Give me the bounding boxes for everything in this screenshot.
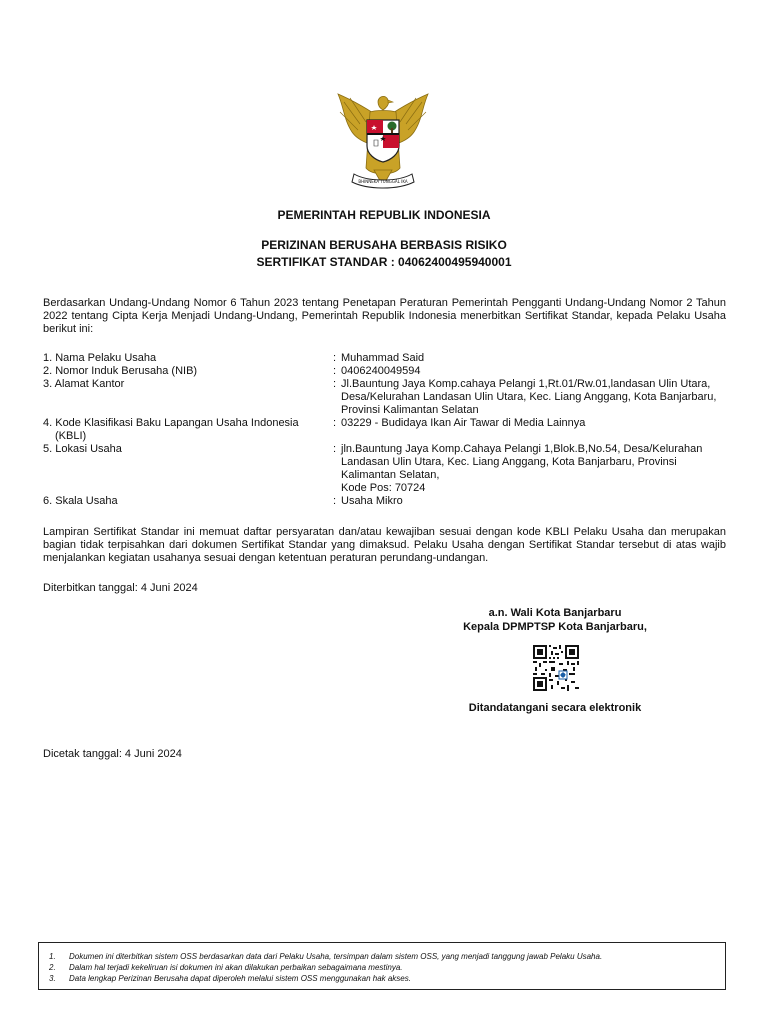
electronic-signature-note: Ditandatangani secara elektronik (468, 702, 642, 714)
field-kbli: 4. Kode Klasifikasi Baku Lapangan Usaha Indonesia (KBLI) : 03229 - Budidaya Ikan Air Tawar di Media Lainnya (43, 417, 726, 443)
field-value-postal-code: Kode Pos: 70724 (341, 482, 426, 494)
issued-date: Diterbitkan tanggal: 4 Juni 2024 (43, 582, 198, 594)
field-label: 5. Lokasi Usaha (43, 443, 122, 455)
field-label: 1. Nama Pelaku Usaha (43, 352, 157, 364)
permit-title: PERIZINAN BERUSAHA BERBASIS RISIKO (261, 238, 507, 252)
field-label: 4. Kode Klasifikasi Baku Lapangan Usaha Indonesia (43, 417, 299, 429)
field-label: 6. Skala Usaha (43, 495, 118, 507)
footnote-number: 3. (49, 974, 56, 983)
field-label-continued: (KBLI) (55, 430, 87, 442)
intro-paragraph: Berdasarkan Undang-Undang Nomor 6 Tahun 2023 tentang Penetapan Peraturan Pemerintah Pengganti Undang-Undang Nomor 2 Tahun 2022 tentang Cipta Kerja Menjadi Undang-Undang, Pemerintah Republik Indonesia menerbitkan Sertifikat Standar, kepada Pelaku Usaha berikut ini: (43, 297, 726, 335)
footnotes-box (38, 942, 726, 990)
field-value: 0406240049594 (341, 365, 421, 377)
emblem-motto: BHINNEKA TUNGGAL IKA (358, 179, 408, 184)
closing-paragraph: Lampiran Sertifikat Standar ini memuat daftar persyaratan dan/atau kewajiban sesuai dengan kode KBLI Pelaku Usaha dan merupakan bagian tidak terpisahkan dari dokumen Sertifikat Standar yang dimaksud. Pelaku Usaha dengan Sertifikat Standar tersebut di atas wajib menjalankan kegiatan usahanya sesuai dengan ketentuan peraturan perundang-undangan. (43, 526, 726, 564)
field-office-address: 3. Alamat Kantor : Jl.Bauntung Jaya Komp.cahaya Pelangi 1,Rt.01/Rw.01,landasan Ulin Utara, Desa/Kelurahan Landasan Ulin Utara, Kec. Liang Anggang, Kota Banjarbaru, Provinsi Kalimantan Selatan (43, 378, 726, 417)
government-heading: PEMERINTAH REPUBLIK INDONESIA (277, 208, 491, 222)
business-fields (43, 352, 726, 508)
field-value: Usaha Mikro (341, 495, 403, 507)
footnote (49, 962, 715, 973)
field-value: jln.Bauntung Jaya Komp.Cahaya Pelangi 1,Blok.B,No.54, Desa/Kelurahan Landasan Ulin Utara, Kec. Liang Anggang, Kota Banjarbaru, Provinsi Kalimantan Selatan, (341, 443, 703, 481)
footnote-text: Data lengkap Perizinan Berusaha dapat diperoleh melalui sistem OSS menggunakan hak akses. (69, 974, 411, 983)
field-label: 3. Alamat Kantor (43, 378, 125, 390)
signatory-line-1: a.n. Wali Kota Banjarbaru (488, 607, 622, 619)
field-business-location: 5. Lokasi Usaha : jln.Bauntung Jaya Komp.Cahaya Pelangi 1,Blok.B,No.54, Desa/Kelurahan Landasan Ulin Utara, Kec. Liang Anggang, Kota Banjarbaru, Provinsi Kalimantan Selatan, Kode Pos: 70724 (43, 443, 726, 495)
field-label: 2. Nomor Induk Berusaha (NIB) (43, 365, 198, 377)
field-value: Muhammad Said (341, 352, 425, 364)
signatory-block (430, 606, 680, 634)
field-value: Jl.Bauntung Jaya Komp.cahaya Pelangi 1,Rt.01/Rw.01,landasan Ulin Utara, Desa/Kelurahan Landasan Ulin Utara, Kec. Liang Anggang, Kota Banjarbaru, Provinsi Kalimantan Selatan (341, 378, 717, 416)
footnote-text: Dokumen ini diterbitkan sistem OSS berdasarkan data dari Pelaku Usaha, tersimpan dalam sistem OSS, yang menjadi tanggung jawab Pelaku Usaha. (69, 952, 603, 961)
garuda-pancasila-emblem-icon (330, 90, 436, 194)
field-business-name: 1. Nama Pelaku Usaha : Muhammad Said (43, 352, 726, 365)
qr-code-icon (533, 645, 579, 691)
field-value: 03229 - Budidaya Ikan Air Tawar di Media Lainnya (341, 417, 586, 429)
footnote-number: 1. (49, 952, 56, 961)
field-business-scale: 6. Skala Usaha : Usaha Mikro (43, 495, 726, 508)
footnote (49, 973, 715, 984)
footnote-text: Dalam hal terjadi kekeliruan isi dokumen ini akan dilakukan perbaikan sebagaimana mestinya. (69, 963, 403, 972)
printed-date: Dicetak tanggal: 4 Juni 2024 (43, 748, 182, 760)
field-nib: 2. Nomor Induk Berusaha (NIB) : 0406240049594 (43, 365, 726, 378)
footnote (49, 951, 715, 962)
footnote-number: 2. (49, 963, 56, 972)
certificate-number: SERTIFIKAT STANDAR : 04062400495940001 (256, 255, 512, 269)
signatory-line-2: Kepala DPMPTSP Kota Banjarbaru, (463, 621, 647, 633)
